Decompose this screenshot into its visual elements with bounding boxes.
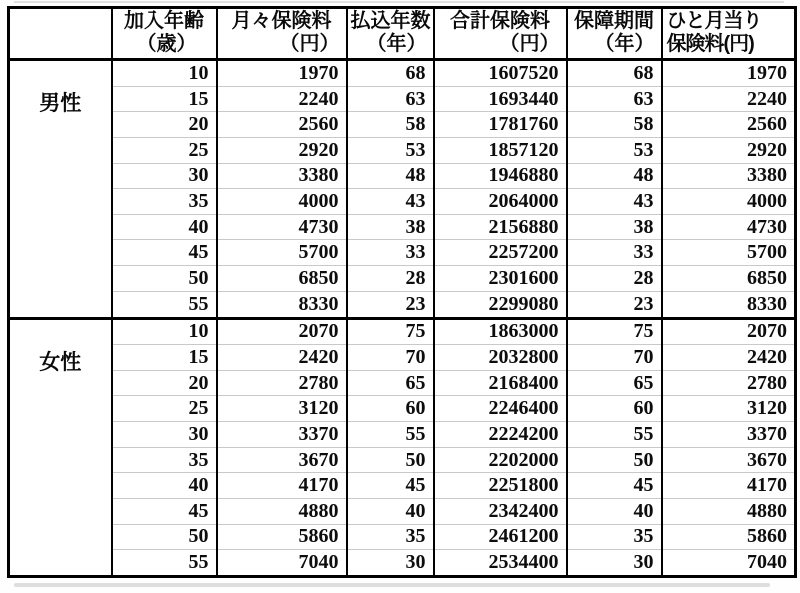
cell-payment_years: 28 bbox=[347, 266, 434, 292]
cell-per_month_premium: 2560 bbox=[662, 112, 796, 138]
cell-age: 30 bbox=[112, 163, 217, 189]
cell-monthly_premium: 4170 bbox=[217, 473, 347, 499]
cell-coverage_years: 55 bbox=[567, 422, 662, 448]
column-title: 払込年数 bbox=[350, 10, 431, 32]
cell-per_month_premium: 3670 bbox=[662, 447, 796, 473]
cell-coverage_years: 60 bbox=[567, 396, 662, 422]
cell-payment_years: 70 bbox=[347, 345, 434, 371]
cell-monthly_premium: 2780 bbox=[217, 370, 347, 396]
column-unit: （年） bbox=[594, 33, 655, 55]
cell-coverage_years: 48 bbox=[567, 163, 662, 189]
column-header-per-month-premium bbox=[662, 8, 796, 60]
cell-total_premium: 2064000 bbox=[434, 189, 567, 215]
cell-total_premium: 2224200 bbox=[434, 422, 567, 448]
column-header-monthly-premium bbox=[217, 8, 347, 60]
cell-coverage_years: 65 bbox=[567, 370, 662, 396]
cell-age: 25 bbox=[112, 137, 217, 163]
cell-coverage_years: 68 bbox=[567, 60, 662, 87]
table-row bbox=[9, 396, 796, 422]
cell-payment_years: 68 bbox=[347, 60, 434, 87]
cell-coverage_years: 35 bbox=[567, 524, 662, 550]
cell-monthly_premium: 5860 bbox=[217, 524, 347, 550]
column-unit: （年） bbox=[366, 33, 427, 55]
cell-coverage_years: 50 bbox=[567, 447, 662, 473]
cell-payment_years: 23 bbox=[347, 291, 434, 318]
cell-age: 20 bbox=[112, 112, 217, 138]
cell-monthly_premium: 3120 bbox=[217, 396, 347, 422]
cell-payment_years: 60 bbox=[347, 396, 434, 422]
cell-age: 45 bbox=[112, 240, 217, 266]
column-title: 合計保険料 bbox=[450, 10, 550, 32]
cell-total_premium: 1607520 bbox=[434, 60, 567, 87]
cell-per_month_premium: 4730 bbox=[662, 214, 796, 240]
header-row bbox=[9, 8, 796, 60]
section-label: 女性 bbox=[9, 318, 112, 577]
table-row bbox=[9, 422, 796, 448]
cell-age: 15 bbox=[112, 86, 217, 112]
cell-age: 10 bbox=[112, 60, 217, 87]
cell-payment_years: 63 bbox=[347, 86, 434, 112]
cell-per_month_premium: 2240 bbox=[662, 86, 796, 112]
column-title: 保障期間 bbox=[574, 10, 654, 32]
table-row bbox=[9, 345, 796, 371]
scan-artifact-bottom bbox=[14, 583, 770, 587]
cell-coverage_years: 63 bbox=[567, 86, 662, 112]
table-row bbox=[9, 473, 796, 499]
cell-total_premium: 1857120 bbox=[434, 137, 567, 163]
cell-coverage_years: 70 bbox=[567, 345, 662, 371]
cell-monthly_premium: 4000 bbox=[217, 189, 347, 215]
cell-per_month_premium: 5700 bbox=[662, 240, 796, 266]
cell-total_premium: 2156880 bbox=[434, 214, 567, 240]
table-row bbox=[9, 137, 796, 163]
cell-age: 45 bbox=[112, 498, 217, 524]
cell-total_premium: 2246400 bbox=[434, 396, 567, 422]
cell-payment_years: 33 bbox=[347, 240, 434, 266]
table-row bbox=[9, 214, 796, 240]
cell-total_premium: 1946880 bbox=[434, 163, 567, 189]
cell-monthly_premium: 2070 bbox=[217, 318, 347, 345]
table-row bbox=[9, 291, 796, 318]
cell-monthly_premium: 2560 bbox=[217, 112, 347, 138]
cell-age: 40 bbox=[112, 473, 217, 499]
cell-monthly_premium: 1970 bbox=[217, 60, 347, 87]
table-row bbox=[9, 86, 796, 112]
cell-total_premium: 1693440 bbox=[434, 86, 567, 112]
cell-monthly_premium: 2420 bbox=[217, 345, 347, 371]
cell-per_month_premium: 2420 bbox=[662, 345, 796, 371]
cell-per_month_premium: 3380 bbox=[662, 163, 796, 189]
cell-per_month_premium: 1970 bbox=[662, 60, 796, 87]
cell-payment_years: 50 bbox=[347, 447, 434, 473]
cell-per_month_premium: 6850 bbox=[662, 266, 796, 292]
cell-total_premium: 2257200 bbox=[434, 240, 567, 266]
cell-age: 25 bbox=[112, 396, 217, 422]
column-title: ひと月当り bbox=[666, 10, 762, 32]
cell-per_month_premium: 3120 bbox=[662, 396, 796, 422]
cell-age: 10 bbox=[112, 318, 217, 345]
cell-coverage_years: 33 bbox=[567, 240, 662, 266]
cell-coverage_years: 75 bbox=[567, 318, 662, 345]
cell-monthly_premium: 3370 bbox=[217, 422, 347, 448]
cell-per_month_premium: 2070 bbox=[662, 318, 796, 345]
table-row bbox=[9, 447, 796, 473]
table-row bbox=[9, 498, 796, 524]
cell-payment_years: 40 bbox=[347, 498, 434, 524]
cell-per_month_premium: 4880 bbox=[662, 498, 796, 524]
cell-payment_years: 30 bbox=[347, 550, 434, 577]
table-section-1 bbox=[9, 318, 796, 577]
cell-total_premium: 2202000 bbox=[434, 447, 567, 473]
cell-monthly_premium: 7040 bbox=[217, 550, 347, 577]
column-unit: 保険料(円) bbox=[666, 33, 754, 55]
section-label: 男性 bbox=[9, 60, 112, 319]
cell-total_premium: 2168400 bbox=[434, 370, 567, 396]
cell-per_month_premium: 3370 bbox=[662, 422, 796, 448]
table-header bbox=[9, 8, 796, 60]
column-header-total-premium bbox=[434, 8, 567, 60]
table-row bbox=[9, 60, 796, 87]
cell-total_premium: 1781760 bbox=[434, 112, 567, 138]
cell-age: 40 bbox=[112, 214, 217, 240]
cell-monthly_premium: 4730 bbox=[217, 214, 347, 240]
table-row bbox=[9, 524, 796, 550]
cell-per_month_premium: 4000 bbox=[662, 189, 796, 215]
cell-monthly_premium: 2920 bbox=[217, 137, 347, 163]
table-row bbox=[9, 318, 796, 345]
cell-payment_years: 65 bbox=[347, 370, 434, 396]
cell-per_month_premium: 5860 bbox=[662, 524, 796, 550]
cell-age: 20 bbox=[112, 370, 217, 396]
table-row bbox=[9, 112, 796, 138]
cell-coverage_years: 40 bbox=[567, 498, 662, 524]
column-unit: （円） bbox=[279, 33, 340, 55]
cell-age: 50 bbox=[112, 266, 217, 292]
column-unit: （円） bbox=[499, 33, 560, 55]
cell-per_month_premium: 2780 bbox=[662, 370, 796, 396]
table-row bbox=[9, 370, 796, 396]
table-section-0 bbox=[9, 60, 796, 319]
cell-age: 30 bbox=[112, 422, 217, 448]
cell-total_premium: 1863000 bbox=[434, 318, 567, 345]
cell-per_month_premium: 4170 bbox=[662, 473, 796, 499]
cell-coverage_years: 45 bbox=[567, 473, 662, 499]
cell-age: 35 bbox=[112, 189, 217, 215]
cell-payment_years: 55 bbox=[347, 422, 434, 448]
cell-age: 55 bbox=[112, 550, 217, 577]
column-header-payment-years bbox=[347, 8, 434, 60]
cell-total_premium: 2461200 bbox=[434, 524, 567, 550]
table-row bbox=[9, 266, 796, 292]
cell-coverage_years: 38 bbox=[567, 214, 662, 240]
cell-age: 50 bbox=[112, 524, 217, 550]
scan-artifact-top bbox=[14, 1, 784, 3]
cell-monthly_premium: 2240 bbox=[217, 86, 347, 112]
cell-total_premium: 2299080 bbox=[434, 291, 567, 318]
cell-payment_years: 75 bbox=[347, 318, 434, 345]
cell-per_month_premium: 8330 bbox=[662, 291, 796, 318]
cell-per_month_premium: 7040 bbox=[662, 550, 796, 577]
cell-monthly_premium: 8330 bbox=[217, 291, 347, 318]
column-title: 加入年齢 bbox=[124, 10, 204, 32]
cell-coverage_years: 23 bbox=[567, 291, 662, 318]
cell-coverage_years: 30 bbox=[567, 550, 662, 577]
column-unit: （歳） bbox=[136, 33, 197, 55]
cell-coverage_years: 53 bbox=[567, 137, 662, 163]
premium-table bbox=[7, 6, 797, 578]
table-row bbox=[9, 550, 796, 577]
cell-payment_years: 53 bbox=[347, 137, 434, 163]
corner-cell bbox=[9, 8, 112, 60]
cell-total_premium: 2251800 bbox=[434, 473, 567, 499]
cell-monthly_premium: 3380 bbox=[217, 163, 347, 189]
cell-coverage_years: 28 bbox=[567, 266, 662, 292]
cell-payment_years: 58 bbox=[347, 112, 434, 138]
cell-coverage_years: 58 bbox=[567, 112, 662, 138]
cell-coverage_years: 43 bbox=[567, 189, 662, 215]
table-row bbox=[9, 163, 796, 189]
cell-payment_years: 35 bbox=[347, 524, 434, 550]
cell-monthly_premium: 3670 bbox=[217, 447, 347, 473]
table-row bbox=[9, 189, 796, 215]
cell-payment_years: 48 bbox=[347, 163, 434, 189]
cell-payment_years: 45 bbox=[347, 473, 434, 499]
cell-age: 15 bbox=[112, 345, 217, 371]
cell-monthly_premium: 6850 bbox=[217, 266, 347, 292]
cell-age: 55 bbox=[112, 291, 217, 318]
cell-total_premium: 2301600 bbox=[434, 266, 567, 292]
table-row bbox=[9, 240, 796, 266]
cell-age: 35 bbox=[112, 447, 217, 473]
cell-payment_years: 43 bbox=[347, 189, 434, 215]
column-header-coverage-years bbox=[567, 8, 662, 60]
cell-monthly_premium: 5700 bbox=[217, 240, 347, 266]
cell-total_premium: 2342400 bbox=[434, 498, 567, 524]
cell-per_month_premium: 2920 bbox=[662, 137, 796, 163]
column-title: 月々保険料 bbox=[231, 10, 332, 32]
cell-payment_years: 38 bbox=[347, 214, 434, 240]
cell-total_premium: 2534400 bbox=[434, 550, 567, 577]
cell-total_premium: 2032800 bbox=[434, 345, 567, 371]
column-header-age bbox=[112, 8, 217, 60]
cell-monthly_premium: 4880 bbox=[217, 498, 347, 524]
